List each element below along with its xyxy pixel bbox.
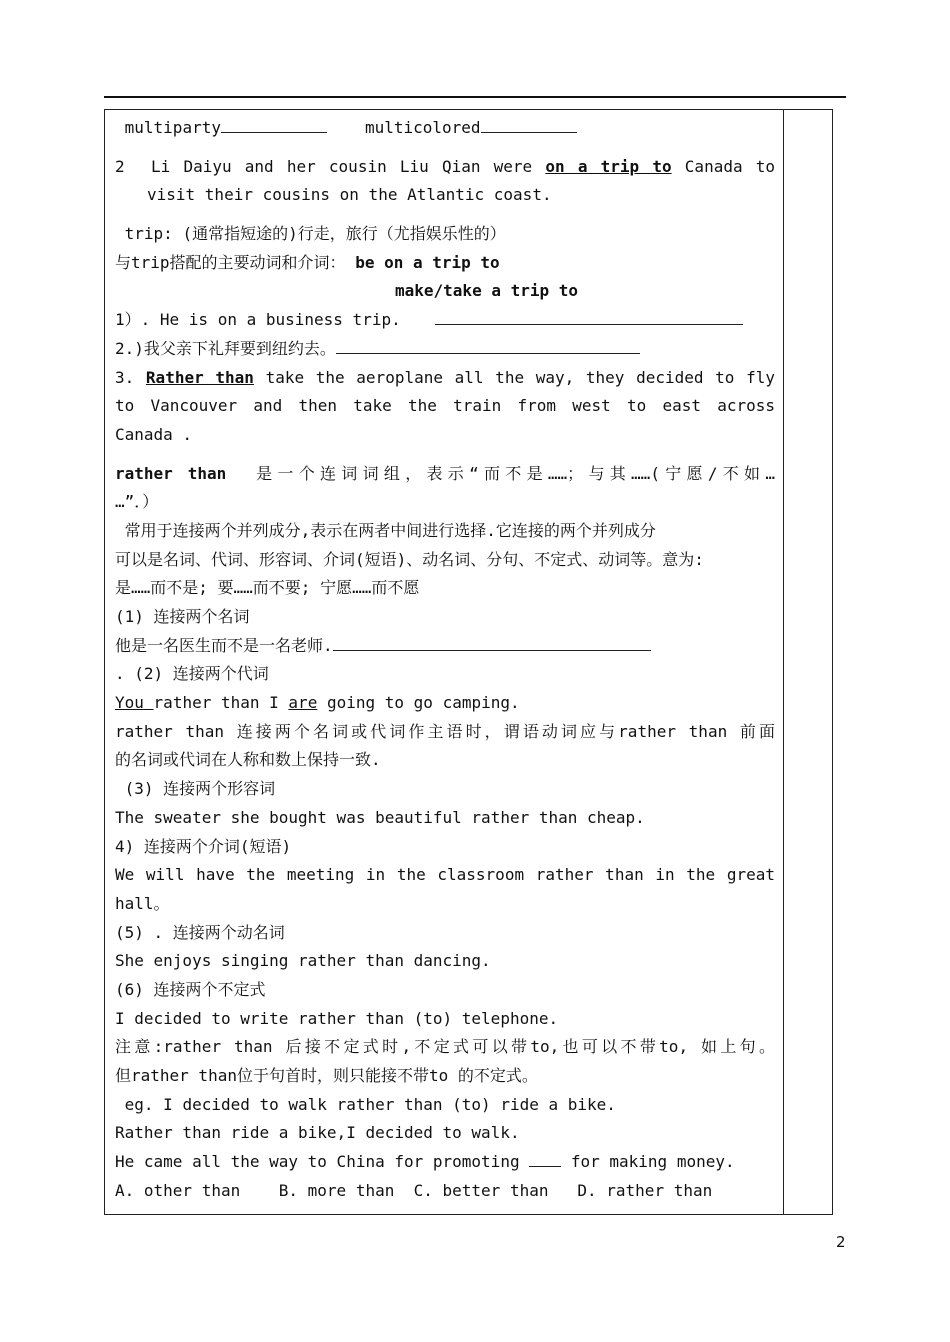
multiple-choice-question: He came all the way to China for promoting for making money. [115, 1152, 735, 1172]
answer-options[interactable]: A. other than B. more than C. better than D. rather than [115, 1180, 713, 1200]
exercise-1: 1）. He is on a business trip. [115, 306, 775, 335]
exercise-2: 2.)我父亲下礼拜要到纽约去。 [115, 335, 775, 364]
answer-blank[interactable] [481, 117, 577, 133]
answer-blank[interactable] [336, 338, 640, 354]
column-divider [783, 110, 784, 1214]
rather-than-notes: rather than 是一个连词词组，表示“而不是……；与其……(宁愿/不如… …”．） 常用于连接两个并列成分,表示在两者中间进行选择.它连接的两个并列成分 可以是名词、代词、形容词、介词(短语)、动名词、分句、不定式、动词等。意为: 是……而不是; 要……而不要; 宁愿……而不愿 (1) 连接两个名词 他是一名医生而不是一名老师. . (2) 连接两个代词 You rather than I are going to go camping. rather than 连接两个名词或代词作主语时，谓语动词应与rather than 前面 的名词或代词在人称和数上保持一致. (3) 连接两个形容词 The sweater she bought was beautiful rather than cheap. 4) 连接两个介词(短语) We will have the meeting in the classroom rather than in the great hall。 (5) . 连接两个动名词 She enjoys singing rather than dancing. (6) 连接两个不定式 I decided to write rather than (to) telephone. 注意:rather than 后接不定式时,不定式可以带to,也可以不带to, 如上句。 但rather than位于句首时，则只能接不带to 的不定式。 eg. I decided to walk rather than (to) ride a bike. Rather than ride a bike,I decided to walk. He came all the way to China for promoting for making money. A. other than B. more than C. better than D. rather than [115, 460, 775, 1206]
heading-infinitives: (6) 连接两个不定式 [115, 979, 266, 999]
heading-prepositions: 4) 连接两个介词(短语) [115, 836, 292, 856]
page-number: 2 [836, 1233, 846, 1251]
trip-notes: trip: (通常指短途的)行走，旅行（尤指娱乐性的） 与trip搭配的主要动词和介词： be on a trip to make/take a trip to 1）. He is on a business trip. 2.)我父亲下礼拜要到纽约去。 [115, 220, 775, 363]
sentence-3: 3. Rather than take the aeroplane all the way, they decided to fly to Vancouver and then take the train from west to east across Canada . [115, 367, 775, 444]
note: 注意:rather than 后接不定式时,不定式可以带to,也可以不带to, 如上句。 [115, 1037, 775, 1057]
answer-blank[interactable] [333, 635, 651, 651]
main-cell [115, 114, 775, 1205]
answer-blank[interactable] [221, 117, 327, 133]
worksheet-table [104, 109, 833, 1215]
heading-gerunds: (5) . 连接两个动名词 [115, 922, 285, 942]
answer-blank[interactable] [435, 309, 743, 325]
key-phrase: on a trip to [545, 156, 672, 176]
sentence-2: 2 Li Daiyu and her cousin Liu Qian were on a trip to Canada to visit their cousins on the Atlantic coast. [115, 156, 776, 205]
key-phrase: Rather than [145, 367, 254, 387]
line-word-forms: multiparty multicolored [115, 114, 775, 143]
heading-nouns: (1) 连接两个名词 [115, 607, 250, 626]
heading-adjectives: (3) 连接两个形容词 [124, 779, 276, 799]
answer-blank[interactable] [529, 1151, 561, 1167]
heading-pronouns: . (2) 连接两个代词 [115, 664, 269, 684]
header-rule [104, 96, 846, 98]
